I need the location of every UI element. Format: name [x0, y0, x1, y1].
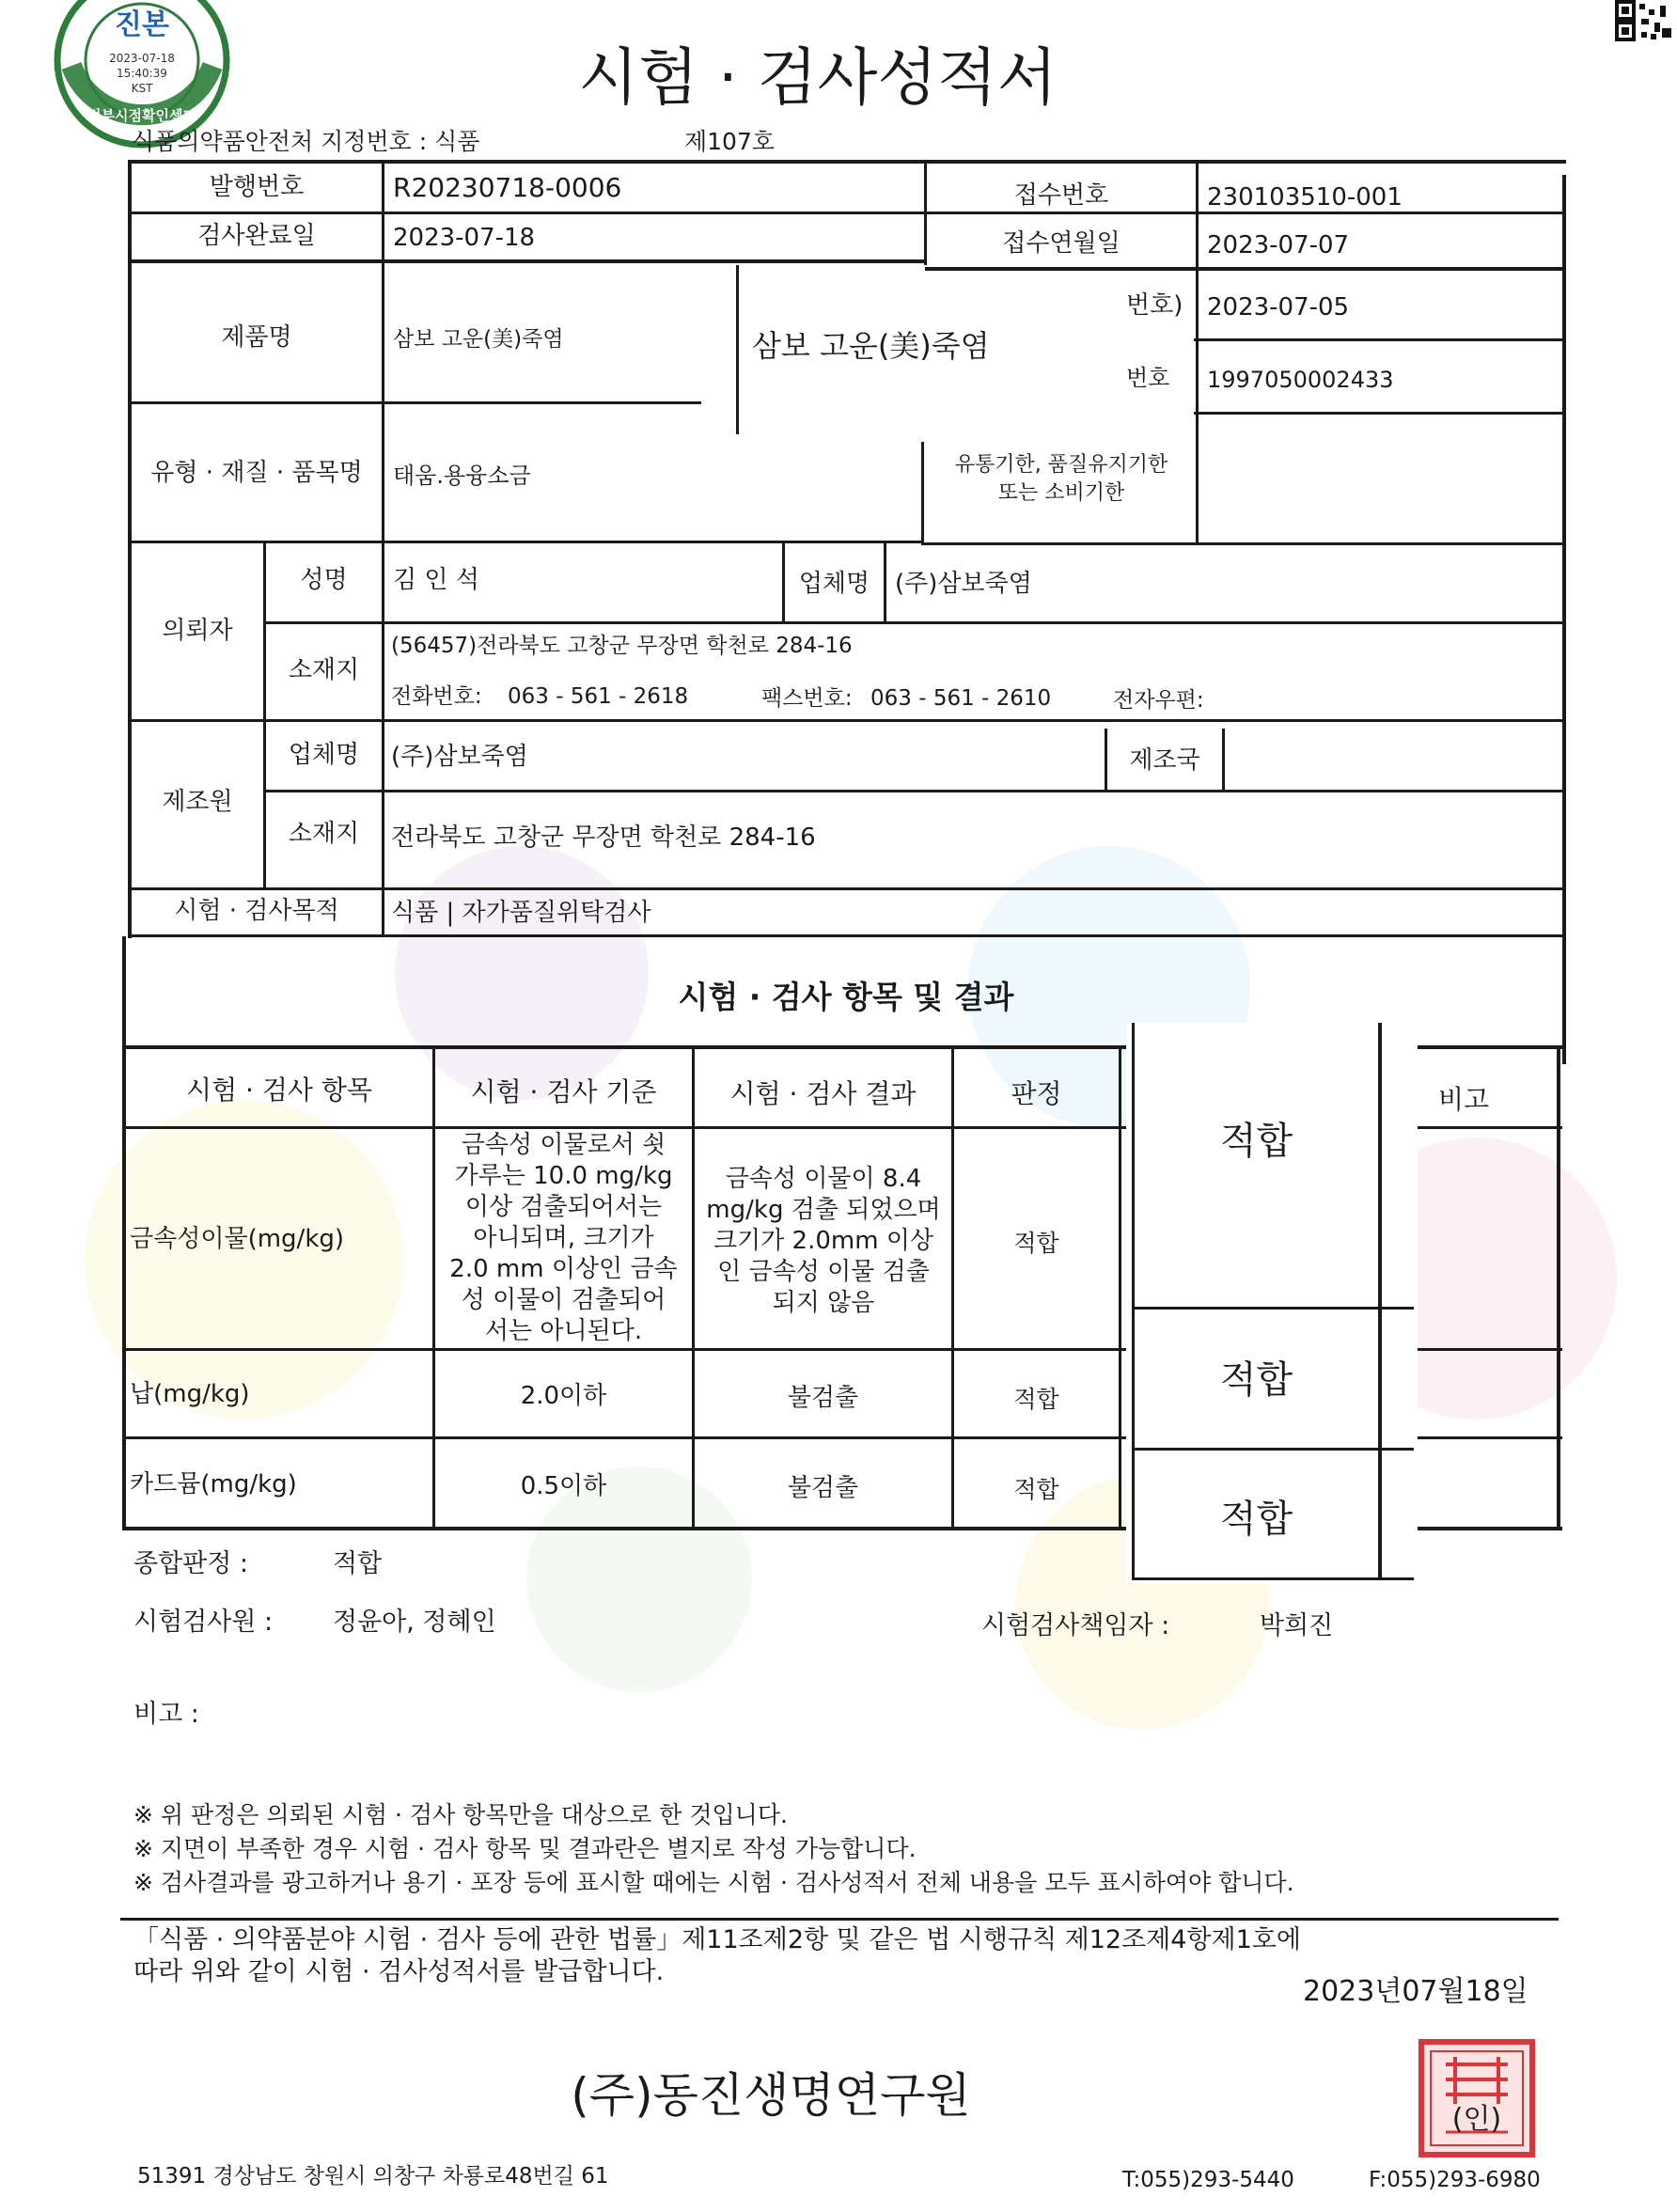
seal-zone: KST: [131, 82, 153, 95]
row1-result: 금속성 이물이 8.4 mg/kg 검출 되었으며 크기가 2.0mm 이상 인 금속성 이물 검출 되지 않음: [706, 1165, 941, 1317]
watermark-circle-yellow-left: [85, 1100, 404, 1420]
header-remark: 비고: [1438, 1084, 1490, 1115]
requester-company-label: 업체명: [798, 570, 870, 598]
product-label: 제품명: [221, 323, 292, 352]
row3-item: 카드뮴(mg/kg): [130, 1470, 297, 1498]
designation-number: 제107호: [684, 128, 776, 155]
note-3: ※ 검사결과를 광고하거나 용기 · 포장 등에 표시할 때에는 시험 · 검사성적서 전체 내용을 모두 표시하여야 합니다.: [133, 1869, 1294, 1896]
seal-ring-text: 정부시점확인센터: [87, 107, 196, 124]
side1-label: 번호): [1126, 291, 1183, 320]
receipt-no: 230103510-001: [1207, 183, 1403, 212]
row1-judgment: 적합: [1013, 1230, 1059, 1257]
row2-judgment: 적합: [1013, 1386, 1059, 1413]
overall-value: 적합: [333, 1549, 383, 1578]
requester-address-label: 소재지: [288, 656, 360, 684]
issue-date: 2023년07월18일: [1303, 1975, 1528, 2008]
issue-no-label: 발행번호: [209, 173, 305, 201]
requester-name: 김 인 석: [393, 566, 479, 594]
requester-phone-label: 전화번호:: [391, 684, 482, 709]
expiry-label-1: 유통기한, 품질유지기한: [954, 453, 1168, 477]
requester-email-label: 전자우편:: [1113, 688, 1204, 713]
requester-label: 의뢰자: [162, 617, 233, 645]
manufacturer-address-label: 소재지: [288, 820, 360, 848]
issuer-name: (주)동진생명연구원: [571, 2068, 971, 2123]
header-judgment: 판정: [1011, 1078, 1062, 1109]
legal-line-1: 「식품 · 의약품분야 시험 · 검사 등에 관한 법률」제11조제2항 및 같은 법 시행규칙 제12조제4항제1호에: [133, 1925, 1301, 1954]
results-section-title: 시험 · 검사 항목 및 결과: [678, 979, 1014, 1015]
remark-label: 비고 :: [133, 1700, 199, 1729]
inspectors-value: 정윤아, 정혜인: [333, 1608, 496, 1637]
side1-value: 2023-07-05: [1207, 293, 1350, 322]
document-title: 시험 · 검사성적서: [578, 41, 1058, 114]
overlay-judgment-3: 적합: [1219, 1498, 1293, 1541]
manufacturer-company: (주)삼보죽염: [391, 743, 528, 771]
row2-result: 불검출: [787, 1384, 859, 1412]
overlay-judgment-1: 적합: [1219, 1120, 1293, 1163]
expiry-label-2: 또는 소비기한: [997, 481, 1125, 505]
manager-value: 박희진: [1260, 1611, 1334, 1640]
header-result: 시험 · 검사 결과: [729, 1078, 917, 1109]
receipt-date-label: 접수연월일: [1002, 229, 1121, 258]
footer-tel: T:055)293-5440: [1122, 2168, 1294, 2192]
watermark-circle-green: [526, 1467, 752, 1692]
row3-judgment: 적합: [1013, 1476, 1059, 1503]
complete-date-label: 검사완료일: [197, 222, 316, 250]
row1-standard: 금속성 이물로서 쇳 가루는 10.0 mg/kg 이상 검출되어서는 아니되며, 크기가 2.0 mm 이상인 금속 성 이물이 검출되어 서는 아니된다.: [449, 1131, 678, 1345]
side2-label: 번호: [1126, 365, 1170, 391]
type-value: 태움.용융소금: [393, 463, 531, 489]
purpose-label: 시험 · 검사목적: [174, 897, 339, 925]
requester-fax-label: 팩스번호:: [761, 686, 853, 711]
manager-label: 시험검사책임자 :: [981, 1611, 1170, 1640]
inspectors-label: 시험검사원 :: [133, 1608, 274, 1637]
footer-address: 51391 경상남도 창원시 의창구 차룡로48번길 61: [137, 2164, 609, 2188]
receipt-no-label: 접수번호: [1013, 181, 1109, 210]
seal-label: 진본: [115, 8, 169, 41]
manufacturer-address: 전라북도 고창군 무장면 학천로 284-16: [391, 824, 816, 852]
header-standard: 시험 · 검사 기준: [470, 1076, 657, 1107]
manufacturer-company-label: 업체명: [288, 741, 360, 769]
header-item: 시험 · 검사 항목: [186, 1075, 372, 1106]
purpose-value: 식품 | 자가품질위탁검사: [391, 899, 651, 927]
requester-name-label: 성명: [300, 566, 348, 594]
seal-time: 15:40:39: [117, 67, 167, 80]
row1-item: 금속성이물(mg/kg): [130, 1225, 345, 1253]
requester-fax: 063 - 561 - 2610: [870, 686, 1052, 711]
row3-result: 불검출: [787, 1474, 859, 1502]
seal-date: 2023-07-18: [109, 52, 175, 65]
requester-phone: 063 - 561 - 2618: [508, 684, 689, 709]
manufacturer-country-label: 제조국: [1129, 746, 1200, 775]
side2-value: 1997050002433: [1207, 367, 1394, 393]
type-label: 유형 · 재질 · 품목명: [150, 459, 363, 487]
requester-address: (56457)전라북도 고창군 무장면 학천로 284-16: [391, 634, 853, 658]
note-2: ※ 지면이 부족한 경우 시험 · 검사 항목 및 결과란은 별지로 작성 가능합니다.: [133, 1835, 917, 1862]
product-name-large: 삼보 고운(美)죽염: [752, 328, 990, 364]
legal-line-2: 따라 위와 같이 시험 · 검사성적서를 발급합니다.: [133, 1957, 665, 1986]
row2-item: 납(mg/kg): [130, 1380, 250, 1408]
row2-standard: 2.0이하: [520, 1382, 607, 1410]
stamp-label: (인): [1451, 2103, 1502, 2136]
official-stamp: [1418, 2038, 1536, 2158]
overlay-judgment-2: 적합: [1219, 1358, 1293, 1402]
overall-label: 종합판정 :: [133, 1549, 249, 1578]
footer-fax: F:055)293-6980: [1369, 2168, 1541, 2192]
note-1: ※ 위 판정은 의뢰된 시험 · 검사 항목만을 대상으로 한 것입니다.: [133, 1801, 788, 1828]
product-name: 삼보 고운(美)죽염: [393, 327, 564, 352]
requester-company: (주)삼보죽염: [895, 570, 1032, 598]
manufacturer-label: 제조원: [162, 788, 233, 816]
row3-standard: 0.5이하: [520, 1472, 607, 1500]
complete-date: 2023-07-18: [393, 224, 536, 252]
receipt-date: 2023-07-07: [1207, 231, 1350, 259]
designation-prefix: 식품의약품안전처 지정번호 : 식품: [132, 128, 480, 155]
issue-no: R20230718-0006: [393, 172, 622, 203]
qr-code-icon: [1613, 0, 1675, 41]
